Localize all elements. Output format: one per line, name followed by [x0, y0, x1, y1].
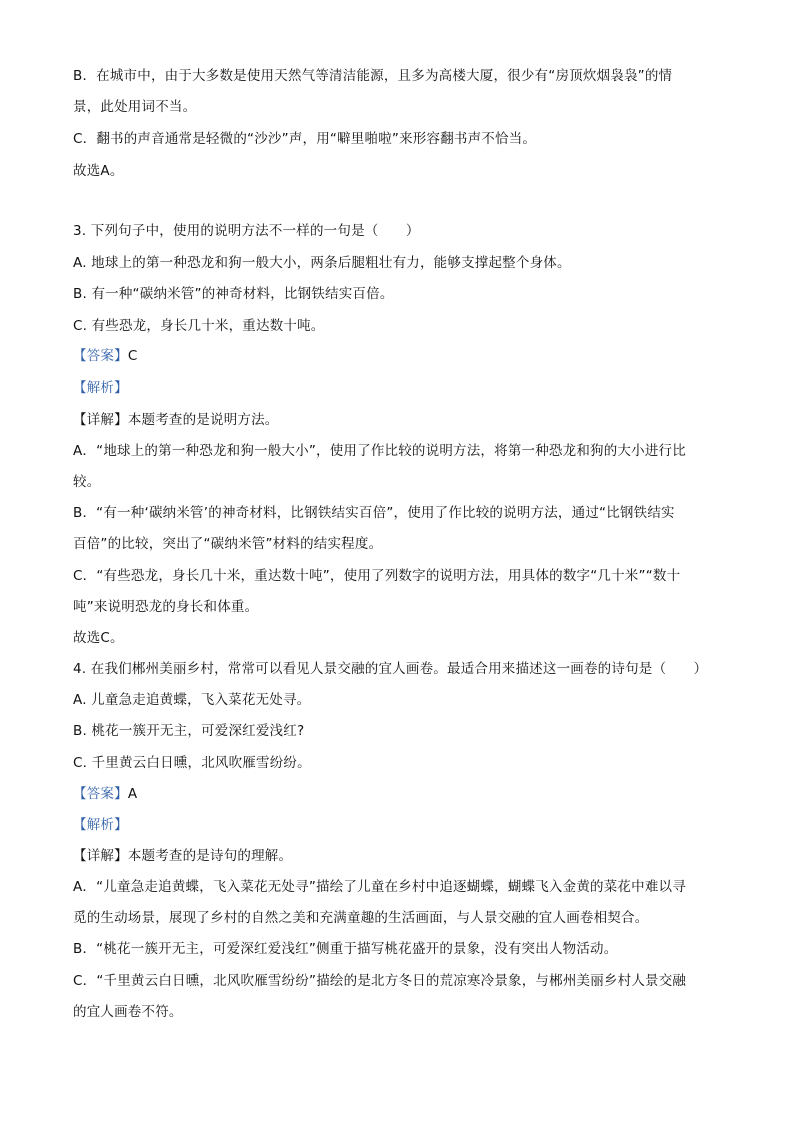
- q3-analysis-line: [73, 378, 734, 398]
- q4-option-b: B. 桃花一簇开无主，可爱深红爱浅红?: [73, 723, 305, 739]
- q3-stem: 3. 下列句子中，使用的说明方法不一样的一句是（ ）: [73, 223, 420, 239]
- q3-analysis-tag: 【解析】: [73, 380, 128, 396]
- explain-c-line: C．翻书的声音通常是轻微的“沙沙”声，用“噼里啪啦”来形容翻书声不恰当。: [73, 131, 537, 147]
- q3-explain-c-line1: C．“有些恐龙，身长几十米，重达数十吨”，使用了列数字的说明方法，用具体的数字“几十米”“数十: [73, 568, 681, 584]
- q3-answer-value: C: [127, 348, 138, 364]
- q3-explain-a-line2: 较。: [73, 474, 101, 490]
- q4-stem: 4. 在我们郴州美丽乡村，常常可以看见人景交融的宜人画卷。最适合用来描述这一画卷的诗句是（ ）: [73, 661, 708, 677]
- q4-analysis-line: [73, 815, 734, 835]
- q4-answer-line: [73, 784, 734, 804]
- q3-option-b: B. 有一种“碳纳米管”的神奇材料，比钢铁结实百倍。: [73, 286, 394, 302]
- q3-explain-a-line1: A．“地球上的第一种恐龙和狗一般大小”，使用了作比较的说明方法，将第一种恐龙和狗的大小进行比: [73, 443, 686, 459]
- q3-choice: 故选C。: [73, 630, 124, 646]
- q3-explain-b-line1: B．“有一种‘碳纳米管’的神奇材料，比钢铁结实百倍”，使用了作比较的说明方法，通过“比钢铁结实: [73, 505, 675, 521]
- q4-analysis-tag: 【解析】: [73, 817, 128, 833]
- explain-b-line2: 景，此处用词不当。: [73, 99, 197, 115]
- q3-explain-c-line2: 吨”来说明恐龙的身长和体重。: [73, 599, 259, 615]
- q3-detail-text: 本题考查的是说明方法。: [127, 412, 279, 428]
- q3-explain-b-line2: 百倍”的比较，突出了“碳纳米管”材料的结实程度。: [73, 536, 383, 552]
- q4-explain-b-line: B．“桃花一簇开无主，可爱深红爱浅红”侧重于描写桃花盛开的景象，没有突出人物活动。: [73, 941, 618, 957]
- q3-option-c: C. 有些恐龙，身长几十米，重达数十吨。: [73, 318, 325, 334]
- q4-option-a: A. 儿童急走追黄蝶，飞入菜花无处寻。: [73, 692, 311, 708]
- q3-detail-line: [73, 410, 734, 430]
- q4-explain-c-line2: 的宜人画卷不符。: [73, 1004, 183, 1020]
- q4-option-c: C. 千里黄云白日曛，北风吹雁雪纷纷。: [73, 755, 311, 771]
- q4-detail-line: [73, 846, 734, 866]
- choice-line: 故选A。: [73, 163, 124, 179]
- q3-detail-tag: 【详解】: [73, 412, 128, 428]
- explain-b-line1: B．在城市中，由于大多数是使用天然气等清洁能源，且多为高楼大厦，很少有“房顶炊烟袅袅”的情: [73, 68, 673, 84]
- q3-answer-line: [73, 346, 734, 366]
- q4-detail-tag: 【详解】: [73, 848, 128, 864]
- q4-answer-tag: 【答案】: [73, 786, 128, 802]
- q4-detail-text: 本题考查的是诗句的理解。: [127, 848, 293, 864]
- q4-explain-a-line1: A．“儿童急走追黄蝶，飞入菜花无处寻”描绘了儿童在乡村中追逐蝴蝶，蝴蝶飞入金黄的菜花中难以寻: [73, 879, 686, 895]
- q4-explain-c-line1: C．“千里黄云白日曛，北风吹雁雪纷纷”描绘的是北方冬日的荒凉寒冷景象，与郴州美丽乡村人景交融: [73, 973, 687, 989]
- q4-explain-a-line2: 觅的生动场景，展现了乡村的自然之美和充满童趣的生活画面，与人景交融的宜人画卷相契合。: [73, 910, 649, 926]
- q3-option-a: A. 地球上的第一种恐龙和狗一般大小，两条后腿粗壮有力，能够支撑起整个身体。: [73, 255, 571, 271]
- q3-answer-tag: 【答案】: [73, 348, 128, 364]
- q4-answer-value: A: [127, 786, 138, 802]
